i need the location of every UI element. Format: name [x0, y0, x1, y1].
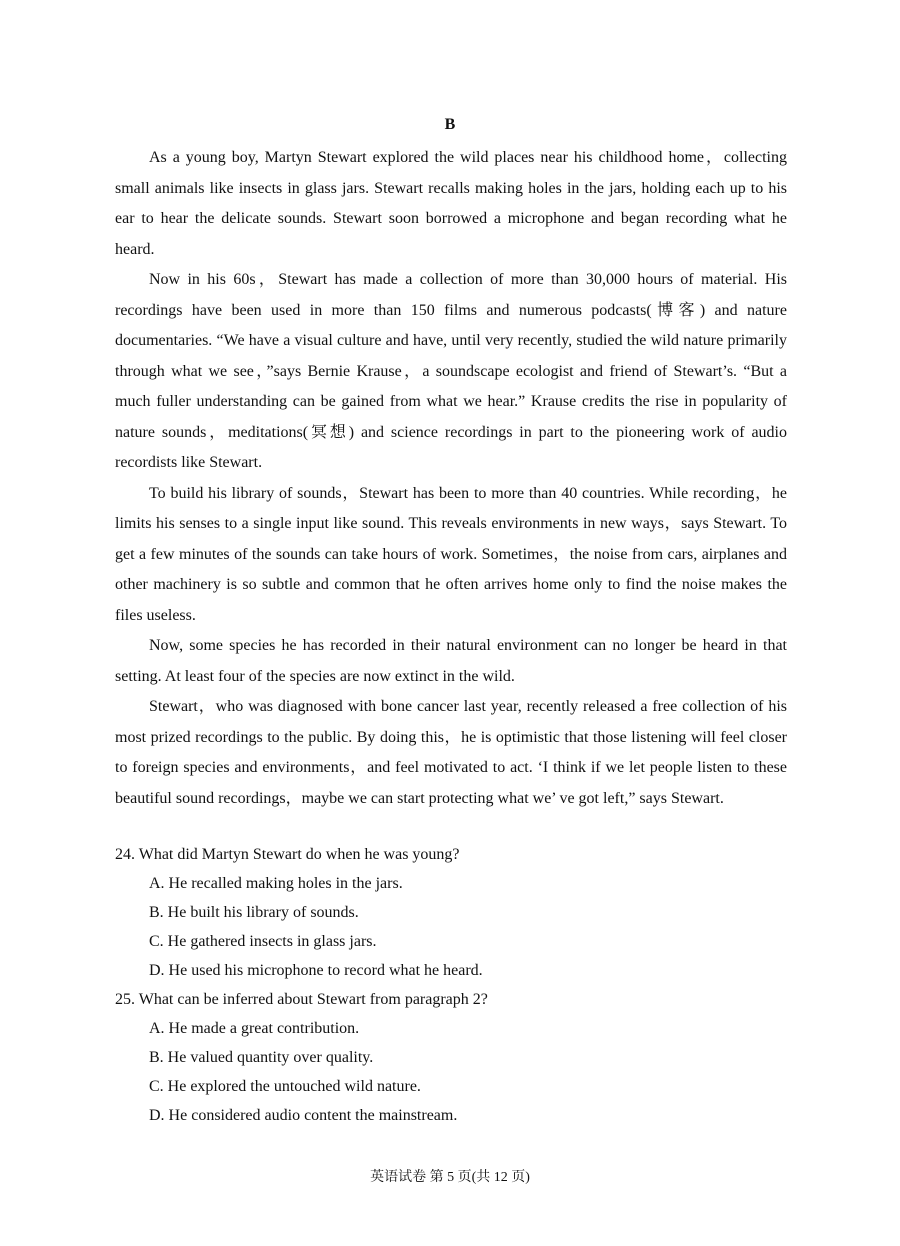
question-list [115, 840, 787, 1130]
option-b: B. He valued quantity over quality. [149, 1049, 374, 1066]
option-d: D. He used his microphone to record what he heard. [149, 962, 483, 979]
passage-paragraph-4: Now, some species he has recorded in their natural environment can no longer be heard in that setting. At least four of the species are now extinct in the wild. [115, 637, 787, 685]
option-a: A. He made a great contribution. [149, 1020, 360, 1037]
passage-paragraph-3: To build his library of sounds，Stewart has been to more than 40 countries. While recording，he limits his senses to a single input like sound. This reveals environments in new ways，says Stewart. To get a few minutes of the sounds can take hours of work. Sometimes，the noise from cars, airplanes and other machinery is so subtle and common that he often arrives home only to find the noise makes the files useless. [115, 484, 787, 624]
option-c: C. He explored the untouched wild nature. [149, 1078, 421, 1095]
passage-paragraph-5: Stewart，who was diagnosed with bone cancer last year, recently released a free collection of his most prized recordings to the public. By doing this，he is optimistic that those listening will feel closer to foreign species and environments，and feel motivated to act. ‘I think if we let people listen to these beautiful sound recordings，maybe we can start protecting what we’ ve got left,” says Stewart. [115, 698, 787, 807]
option-a: A. He recalled making holes in the jars. [149, 875, 403, 892]
option-b: B. He built his library of sounds. [149, 904, 359, 921]
passage-paragraph-2: Now in his 60s，Stewart has made a collection of more than 30,000 hours of material. His recordings have been used in more than 150 films and numerous podcasts(博客) and nature documentaries. “We have a visual culture and have, until very recently, studied the wild nature primarily through what we see，”says Bernie Krause，a soundscape ecologist and friend of Stewart’s. “But a much fuller understanding can be gained from what we hear.” Krause credits the rise in popularity of nature sounds，meditations(冥想) and science recordings in part to the pioneering work of audio recordists like Stewart. [115, 271, 788, 471]
question-stem: 25. What can be inferred about Stewart from paragraph 2? [115, 991, 488, 1008]
question-24 [115, 840, 787, 985]
question-25 [115, 985, 787, 1130]
passage-paragraph-1: As a young boy, Martyn Stewart explored the wild places near his childhood home，collecting small animals like insects in glass jars. Stewart recalls making holes in the jars, holding each up to his ear to hear the delicate sounds. Stewart soon borrowed a microphone and began recording what he heard. [115, 149, 787, 258]
page-footer: 英语试卷 第 5 页(共 12 页) [370, 1170, 530, 1185]
option-c: C. He gathered insects in glass jars. [149, 933, 377, 950]
option-d: D. He considered audio content the mainstream. [149, 1107, 458, 1124]
section-title: B [444, 116, 456, 133]
question-stem: 24. What did Martyn Stewart do when he was young? [115, 846, 460, 863]
reading-passage [115, 143, 787, 814]
